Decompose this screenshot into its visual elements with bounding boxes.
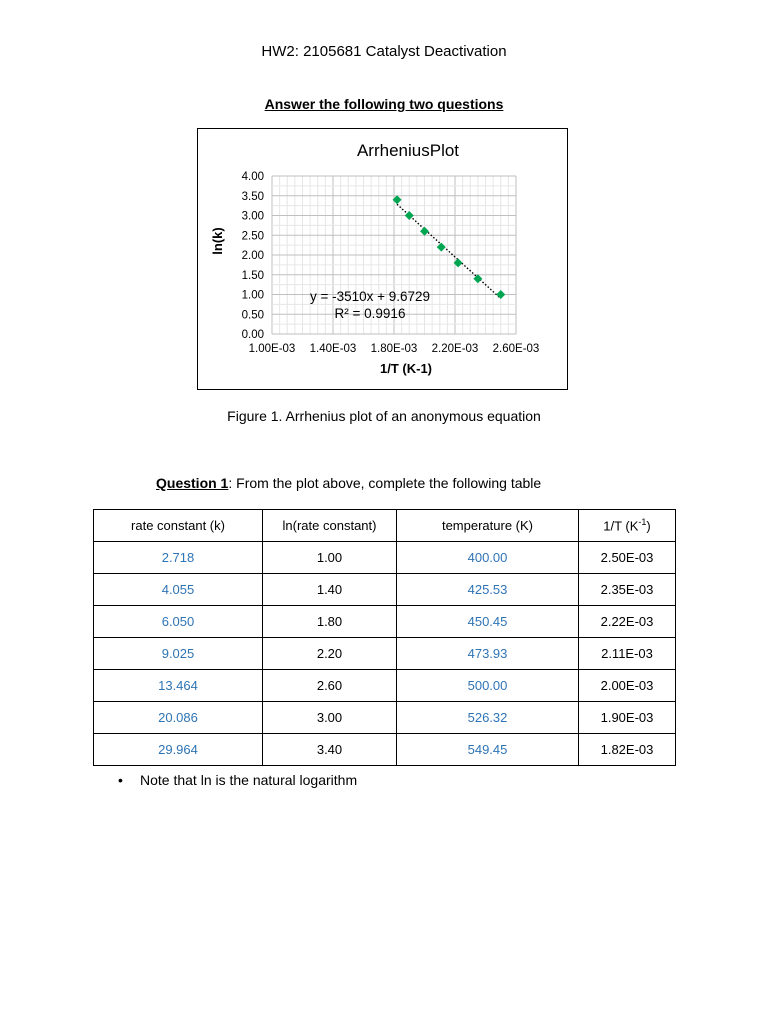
x-axis-label: 1/T (K-1)	[380, 361, 432, 376]
y-tick-label: 1.50	[241, 269, 264, 282]
cell-rate-constant: 9.025	[94, 638, 263, 670]
cell-rate-constant: 29.964	[94, 734, 263, 766]
trendline-equation: y = -3510x + 9.6729	[309, 289, 431, 304]
bullet-icon: •	[118, 772, 123, 788]
data-point	[420, 227, 429, 236]
y-tick-label: 2.50	[241, 230, 264, 243]
cell-temperature: 473.93	[397, 638, 579, 670]
figure-caption: Figure 1. Arrhenius plot of an anonymous equation	[227, 408, 541, 424]
y-tick-label: 0.00	[241, 329, 264, 341]
table-row	[94, 606, 676, 638]
x-tick-label: 1.00E-03	[248, 343, 296, 355]
cell-rate-constant: 6.050	[94, 606, 263, 638]
header-rate-constant: rate constant (k)	[94, 510, 263, 542]
cell-rate-constant: 4.055	[94, 574, 263, 606]
cell-inverse-temperature: 2.35E-03	[579, 574, 676, 606]
arrhenius-chart	[197, 128, 568, 390]
cell-temperature: 526.32	[397, 702, 579, 734]
header-inverse-temperature-text: 1/T (K	[603, 518, 639, 534]
cell-inverse-temperature: 1.82E-03	[579, 734, 676, 766]
table-row	[94, 574, 676, 606]
cell-ln-rate-constant: 1.00	[263, 542, 397, 574]
cell-temperature: 500.00	[397, 670, 579, 702]
cell-rate-constant: 20.086	[94, 702, 263, 734]
question-label: Question 1	[156, 475, 229, 491]
cell-temperature: 425.53	[397, 574, 579, 606]
y-tick-label: 0.50	[241, 309, 264, 322]
r-squared-label: R² = 0.9916	[334, 306, 406, 321]
x-tick-label: 1.40E-03	[309, 343, 357, 355]
cell-inverse-temperature: 2.00E-03	[579, 670, 676, 702]
header-ln-rate-constant: ln(rate constant)	[263, 510, 397, 542]
x-tick-label: 1.80E-03	[370, 343, 418, 355]
table-row	[94, 542, 676, 574]
note-line	[118, 772, 357, 788]
y-tick-label: 3.00	[241, 210, 264, 223]
table-row	[94, 638, 676, 670]
table-row	[94, 734, 676, 766]
data-point	[437, 243, 446, 252]
header-inverse-temperature-sup: -1	[638, 517, 647, 528]
cell-ln-rate-constant: 2.60	[263, 670, 397, 702]
y-tick-label: 2.00	[241, 250, 264, 262]
y-tick-label: 1.00	[241, 289, 264, 302]
cell-inverse-temperature: 2.11E-03	[579, 638, 676, 670]
question-text: : From the plot above, complete the following table	[228, 475, 542, 491]
chart-svg	[198, 129, 567, 389]
cell-temperature: 549.45	[397, 734, 579, 766]
header-inverse-temperature-close: )	[646, 518, 651, 534]
table-row	[94, 702, 676, 734]
data-point	[496, 290, 505, 299]
table-header-row	[94, 510, 676, 542]
cell-rate-constant: 2.718	[94, 542, 263, 574]
cell-ln-rate-constant: 3.40	[263, 734, 397, 766]
cell-ln-rate-constant: 1.80	[263, 606, 397, 638]
cell-rate-constant: 13.464	[94, 670, 263, 702]
chart-title: ArrheniusPlot	[356, 141, 460, 160]
cell-ln-rate-constant: 1.40	[263, 574, 397, 606]
x-tick-label: 2.20E-03	[431, 343, 479, 355]
cell-ln-rate-constant: 3.00	[263, 702, 397, 734]
document-title: HW2: 2105681 Catalyst Deactivation	[261, 43, 507, 60]
header-temperature: temperature (K)	[397, 510, 579, 542]
cell-temperature: 450.45	[397, 606, 579, 638]
question-1	[156, 475, 541, 491]
note-text: Note that ln is the natural logarithm	[140, 772, 358, 788]
cell-inverse-temperature: 2.22E-03	[579, 606, 676, 638]
x-tick-label: 2.60E-03	[492, 343, 540, 355]
cell-temperature: 400.00	[397, 542, 579, 574]
y-axis-label: ln(k)	[210, 227, 225, 255]
table-row	[94, 670, 676, 702]
y-tick-label: 3.50	[241, 190, 264, 203]
header-inverse-temperature	[579, 510, 676, 542]
instructions-heading: Answer the following two questions	[264, 96, 504, 112]
answer-table	[93, 509, 676, 766]
y-tick-label: 4.00	[241, 171, 264, 183]
cell-inverse-temperature: 1.90E-03	[579, 702, 676, 734]
cell-inverse-temperature: 2.50E-03	[579, 542, 676, 574]
cell-ln-rate-constant: 2.20	[263, 638, 397, 670]
